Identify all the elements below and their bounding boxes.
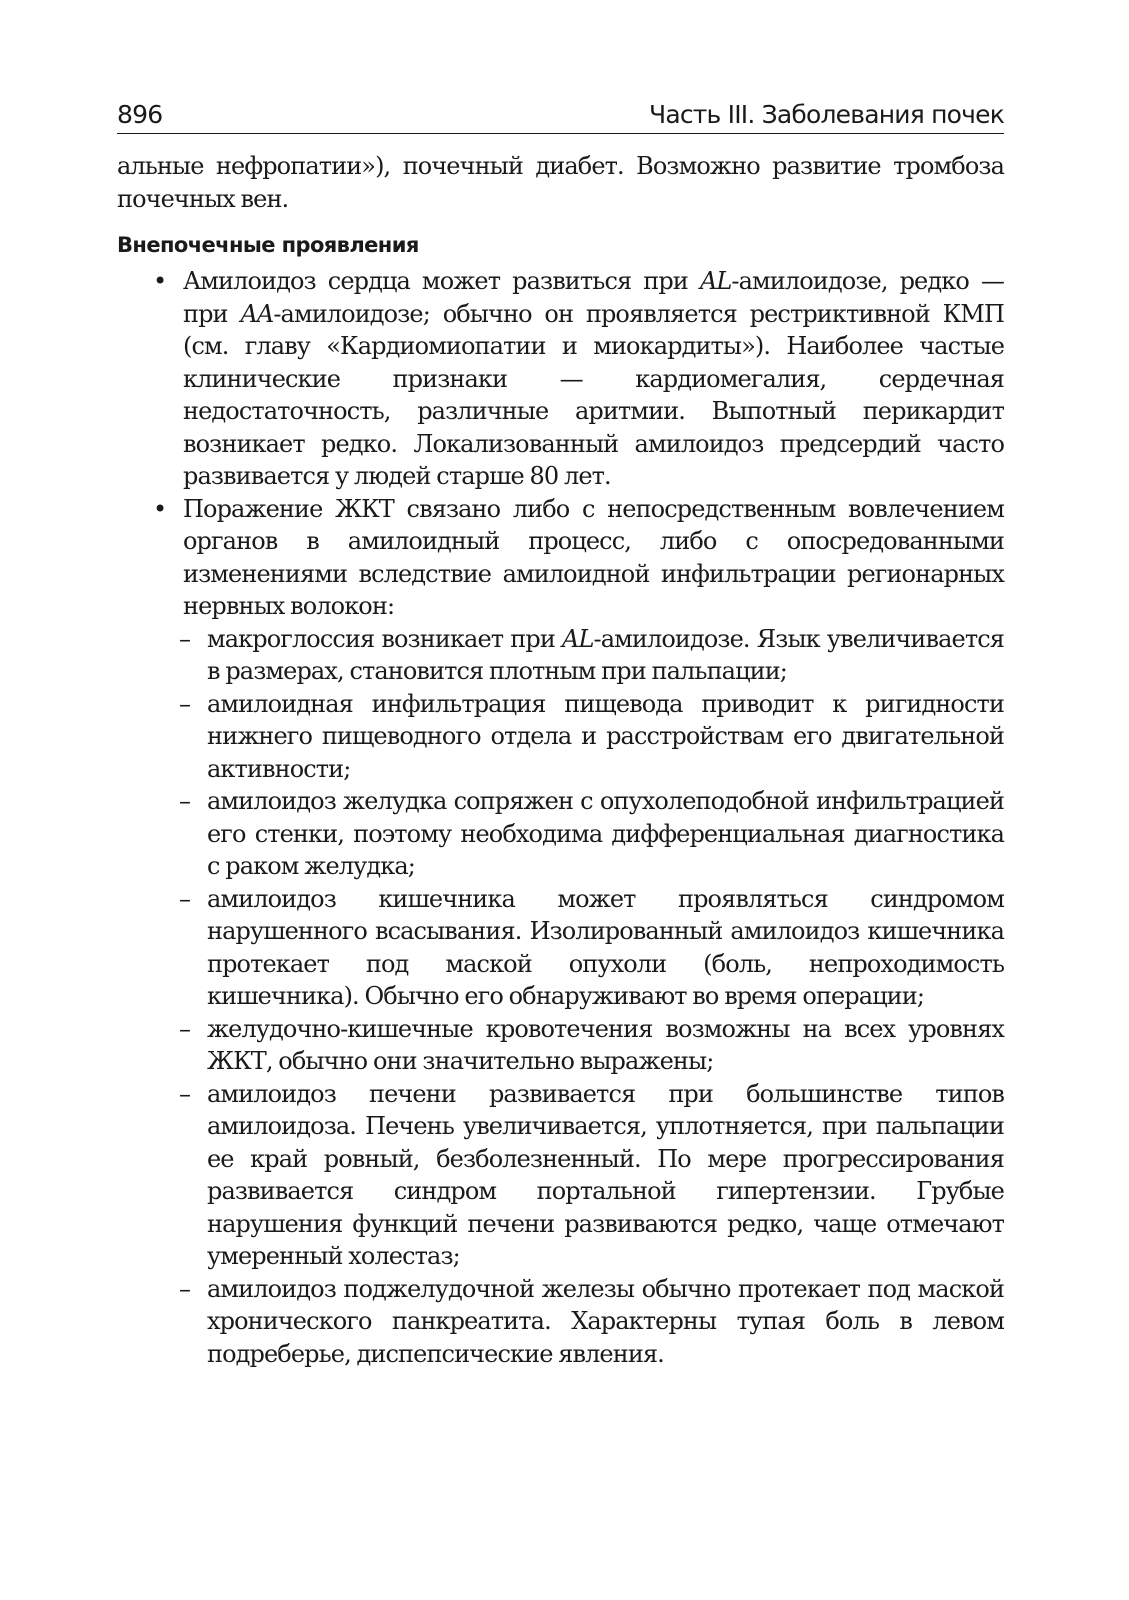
- bullet-text: [183, 267, 1004, 490]
- dash-marker: –: [179, 689, 191, 718]
- italic-term: AL: [699, 267, 732, 295]
- dash-item-text: амилоидоз печени развивается при большинстве типов амилоидоза. Печень увеличивается, уплотняется, при пальпации ее край ровный, безболезненный. По мере прогрессирования развивается синдром портальной гипертензии. Грубые нарушения функций печени развиваются редко, чаще отмечают умеренный холестаз;: [207, 1079, 1004, 1270]
- dash-item-stomach: [117, 785, 1004, 883]
- dash-item-text: амилоидоз поджелудочной железы обычно протекает под маской хронического панкреатита. Характерны тупая боль в левом подреберье, диспепсические явления.: [207, 1274, 1004, 1368]
- section-heading: Внепочечные проявления: [117, 233, 419, 257]
- book-page: [117, 100, 1004, 1370]
- dash-marker: –: [179, 1014, 191, 1043]
- page-number: 896: [117, 100, 163, 129]
- text-run: макроглоссия возникает при: [207, 624, 563, 653]
- dash-marker: –: [179, 884, 191, 913]
- dash-marker: –: [179, 624, 191, 653]
- text-run: -амилоидозе; обычно он проявляется рестриктивной КМП (см. главу «Кардиомиопатии и миокардиты»). Наиболее частые клинические признаки — кардиомегалия, сердечная недостаточность, различные аритмии. Выпотный перикардит возникает редко. Локализованный амилоидоз предсердий часто развивается у людей старше 80 лет.: [183, 299, 1004, 490]
- dash-item-text: [207, 625, 1004, 686]
- dash-item-macroglossia: [117, 623, 1004, 688]
- running-title: Часть III. Заболевания почек: [648, 100, 1004, 129]
- dash-marker: –: [179, 1274, 191, 1303]
- running-head: [117, 100, 1004, 134]
- dash-item-text: желудочно-кишечные кровотечения возможны на всех уровнях ЖКТ, обычно они значительно выражены;: [207, 1014, 1004, 1075]
- dash-item-liver: [117, 1078, 1004, 1273]
- italic-term: AA: [240, 299, 274, 328]
- text-run: Амилоидоз сердца может развиться при: [183, 267, 700, 295]
- dash-list: [117, 623, 1004, 1371]
- lead-paragraph: альные нефропатии»), почечный диабет. Возможно развитие тромбоза почечных вен.: [117, 152, 1004, 213]
- dash-marker: –: [179, 1079, 191, 1108]
- bullet-text: Поражение ЖКТ связано либо с непосредственным вовлечением органов в амилоидный процесс, либо с опосредованными изменениями вследствие амилоидной инфильтрации регионарных нервных волокон:: [183, 494, 1004, 620]
- dash-item-esophagus: [117, 688, 1004, 786]
- dash-item-text: амилоидоз кишечника может проявляться синдромом нарушенного всасывания. Изолированный амилоидоз кишечника протекает под маской опухоли (боль, непроходимость кишечника). Обычно его обнаруживают во время операции;: [207, 884, 1004, 1010]
- bullet-list: [117, 265, 1004, 1370]
- bullet-marker: •: [153, 494, 167, 523]
- dash-item-intestine: [117, 883, 1004, 1013]
- italic-term: AL: [562, 624, 594, 653]
- dash-marker: –: [179, 787, 191, 815]
- dash-item-bleeding: [117, 1013, 1004, 1078]
- text-run: -амилоидозе. Язык увеличивается в размерах, становится плотным при пальпации;: [207, 624, 1004, 685]
- bullet-marker: •: [153, 267, 167, 295]
- text-run: -амилоидозе, редко — при: [183, 267, 1004, 328]
- dash-item-text: амилоидоз желудка сопряжен с опухолеподобной инфильтрацией его стенки, поэтому необходима дифференциальная диагностика с раком желудка;: [207, 787, 1004, 880]
- dash-item-pancreas: [117, 1273, 1004, 1371]
- bullet-item-heart: [117, 265, 1004, 493]
- bullet-item-gi-tract: [117, 493, 1004, 1371]
- dash-item-text: амилоидная инфильтрация пищевода приводит к ригидности нижнего пищеводного отдела и расстройствам его двигательной активности;: [207, 689, 1004, 783]
